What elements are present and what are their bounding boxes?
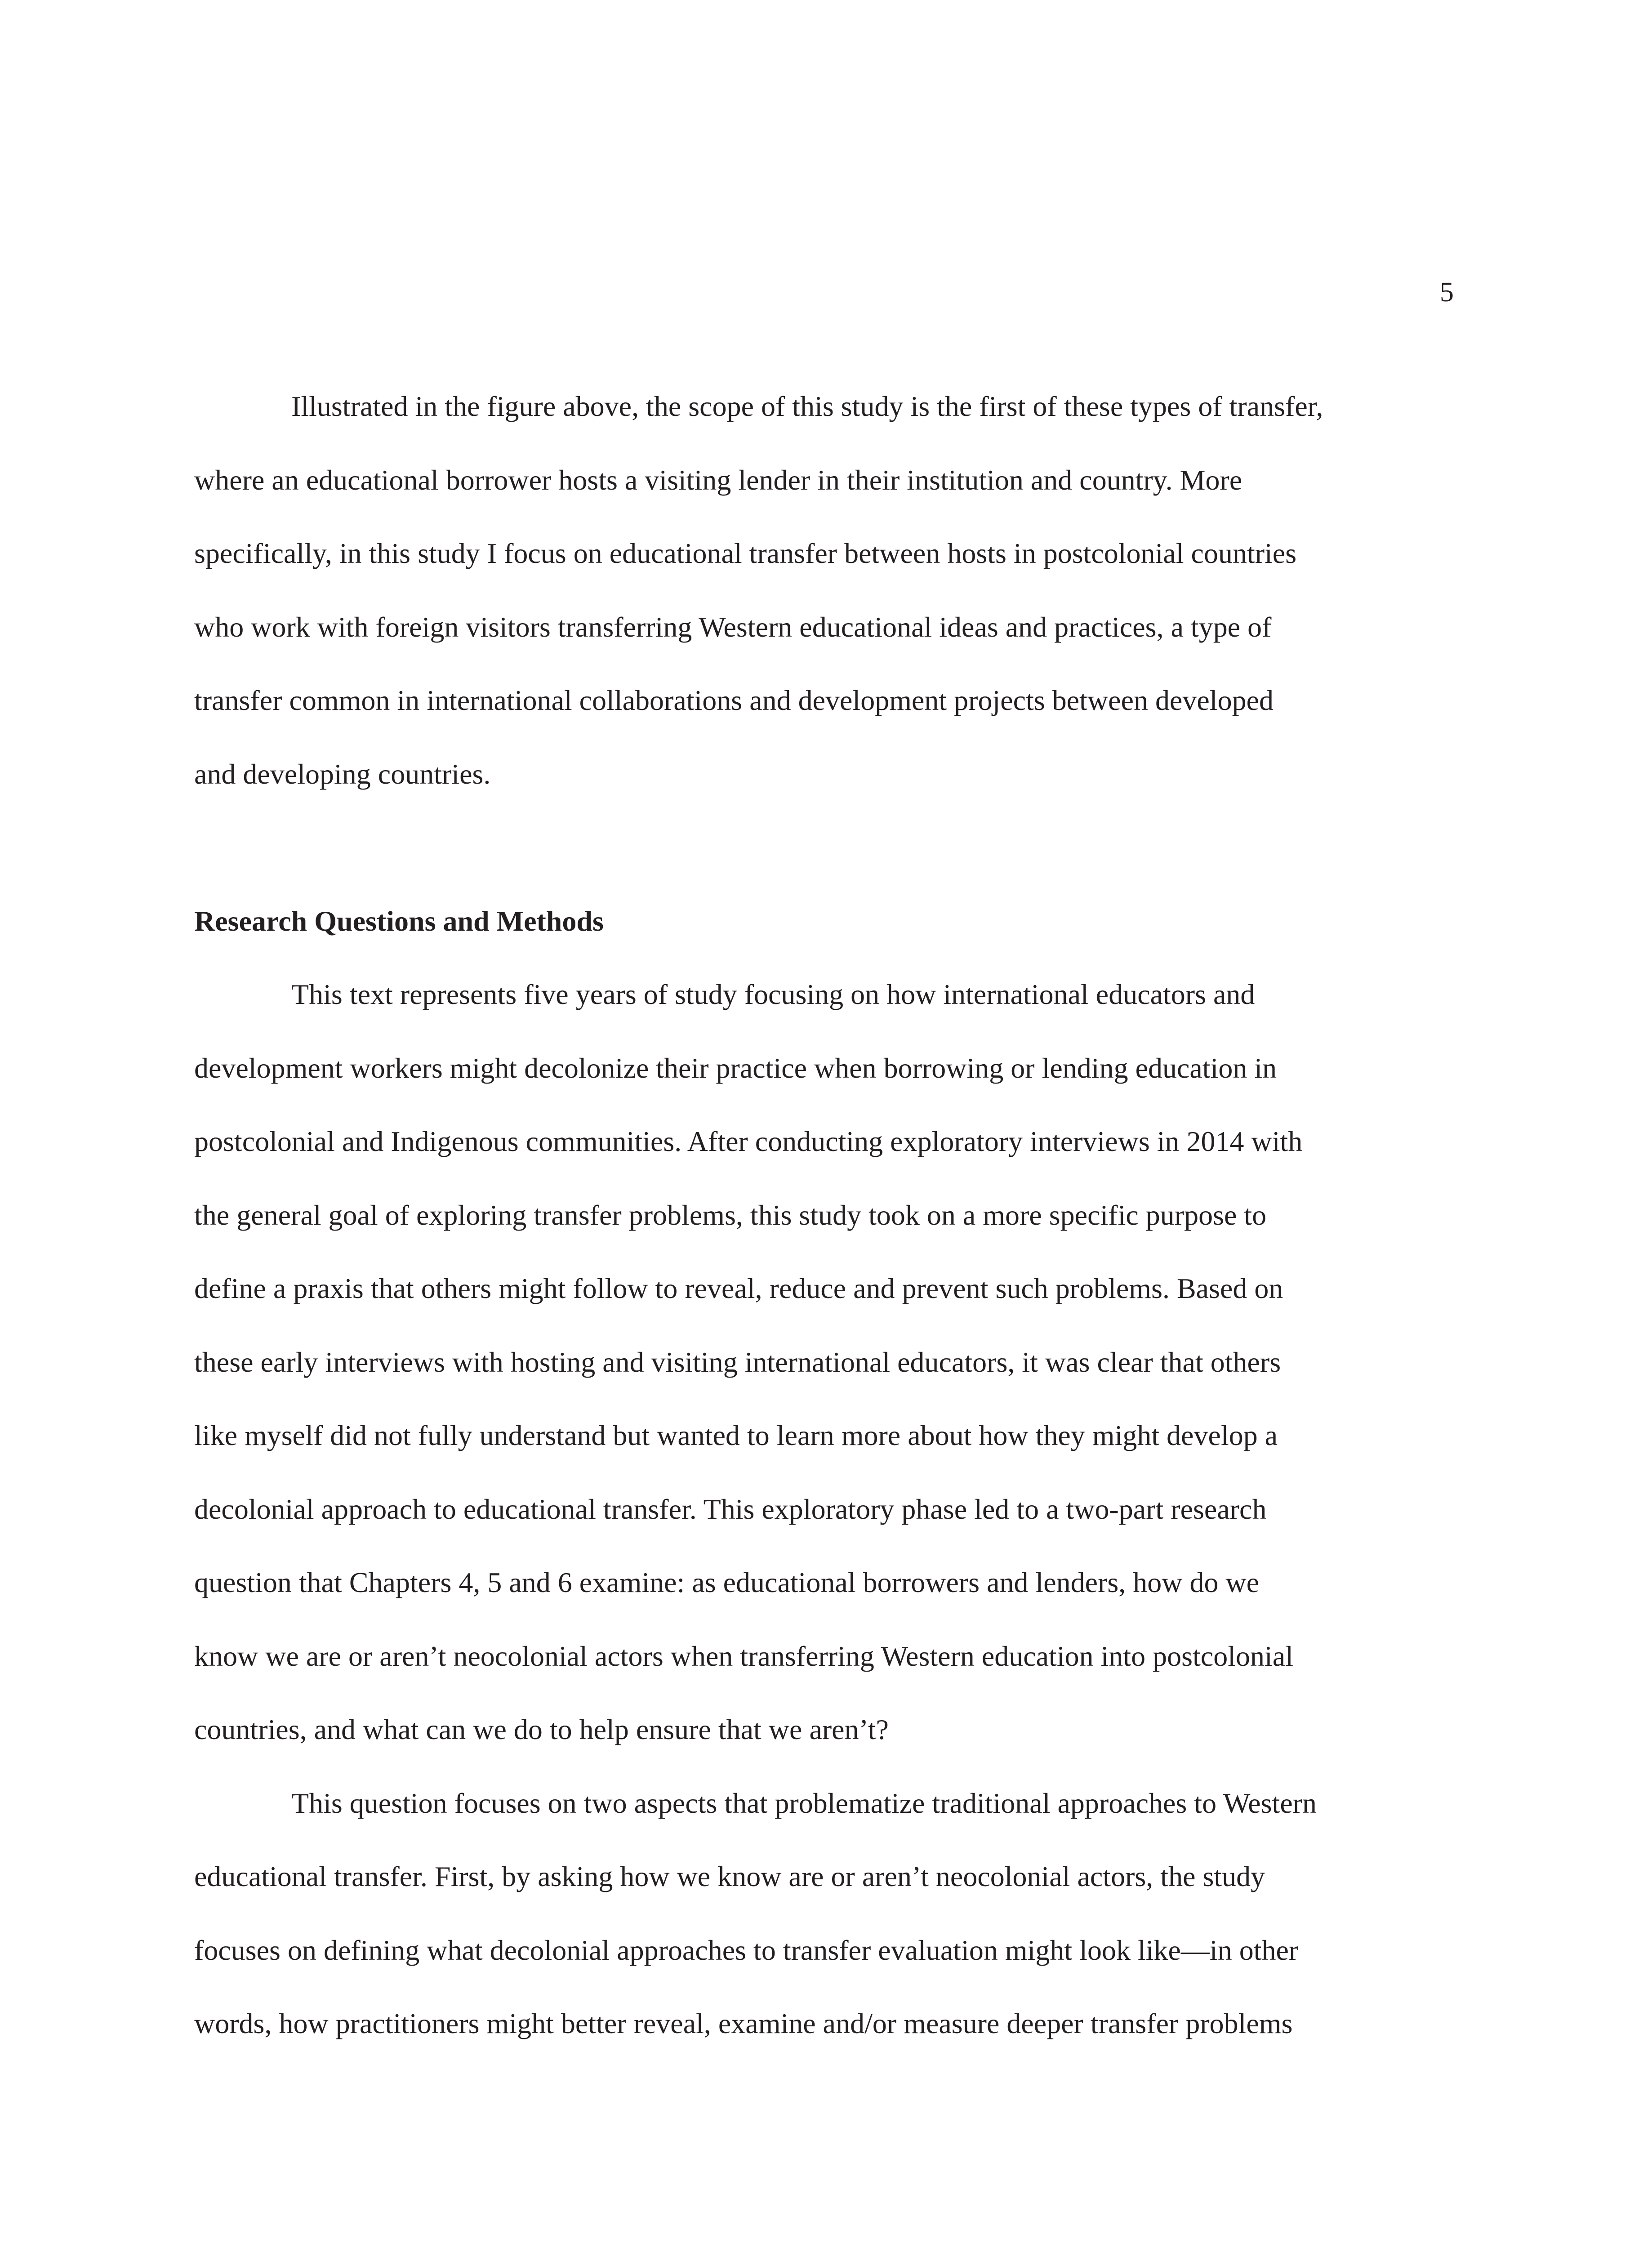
text-line: educational transfer. First, by asking how we know are or aren’t neocolonial actors, the study <box>194 1860 1265 1892</box>
text-line: decolonial approach to educational transfer. This exploratory phase led to a two-part research <box>194 1493 1267 1525</box>
text-line: like myself did not fully understand but wanted to learn more about how they might develop a <box>194 1419 1278 1451</box>
paragraph-research-question <box>194 958 1453 1766</box>
text-line: specifically, in this study I focus on educational transfer between hosts in postcolonial countries <box>194 537 1297 569</box>
text-line: This question focuses on two aspects that problematize traditional approaches to Western <box>291 1787 1317 1819</box>
section-heading: Research Questions and Methods <box>194 905 604 937</box>
text-line: question that Chapters 4, 5 and 6 examine: as educational borrowers and lenders, how do we <box>194 1566 1260 1598</box>
text-line: countries, and what can we do to help ensure that we aren’t? <box>194 1713 889 1745</box>
text-line: the general goal of exploring transfer problems, this study took on a more specific purpose to <box>194 1199 1267 1231</box>
text-line: words, how practitioners might better reveal, examine and/or measure deeper transfer problems <box>194 2007 1293 2039</box>
text-line: development workers might decolonize their practice when borrowing or lending education in <box>194 1052 1277 1084</box>
text-line: define a praxis that others might follow to reveal, reduce and prevent such problems. Based on <box>194 1272 1283 1304</box>
section-spacer <box>194 811 1453 884</box>
text-line: who work with foreign visitors transferring Western educational ideas and practices, a type of <box>194 611 1272 643</box>
text-line: Illustrated in the figure above, the scope of this study is the first of these types of transfer, <box>291 390 1323 422</box>
text-line: postcolonial and Indigenous communities. After conducting exploratory interviews in 2014 with <box>194 1125 1303 1157</box>
text-line: know we are or aren’t neocolonial actors when transferring Western education into postcolonial <box>194 1640 1293 1672</box>
text-line: these early interviews with hosting and visiting international educators, it was clear that others <box>194 1346 1281 1378</box>
text-line: transfer common in international collaborations and development projects between developed <box>194 684 1274 716</box>
text-line: where an educational borrower hosts a visiting lender in their institution and country. More <box>194 464 1242 496</box>
text-line: focuses on defining what decolonial approaches to transfer evaluation might look like—in other <box>194 1934 1299 1966</box>
text-line: This text represents five years of study focusing on how international educators and <box>291 978 1255 1010</box>
text-line: and developing countries. <box>194 758 491 790</box>
paragraph-question-aspects <box>194 1766 1453 2061</box>
body-text <box>194 370 1453 2061</box>
page-number: 5 <box>1440 277 1454 308</box>
paragraph-scope <box>194 370 1453 811</box>
